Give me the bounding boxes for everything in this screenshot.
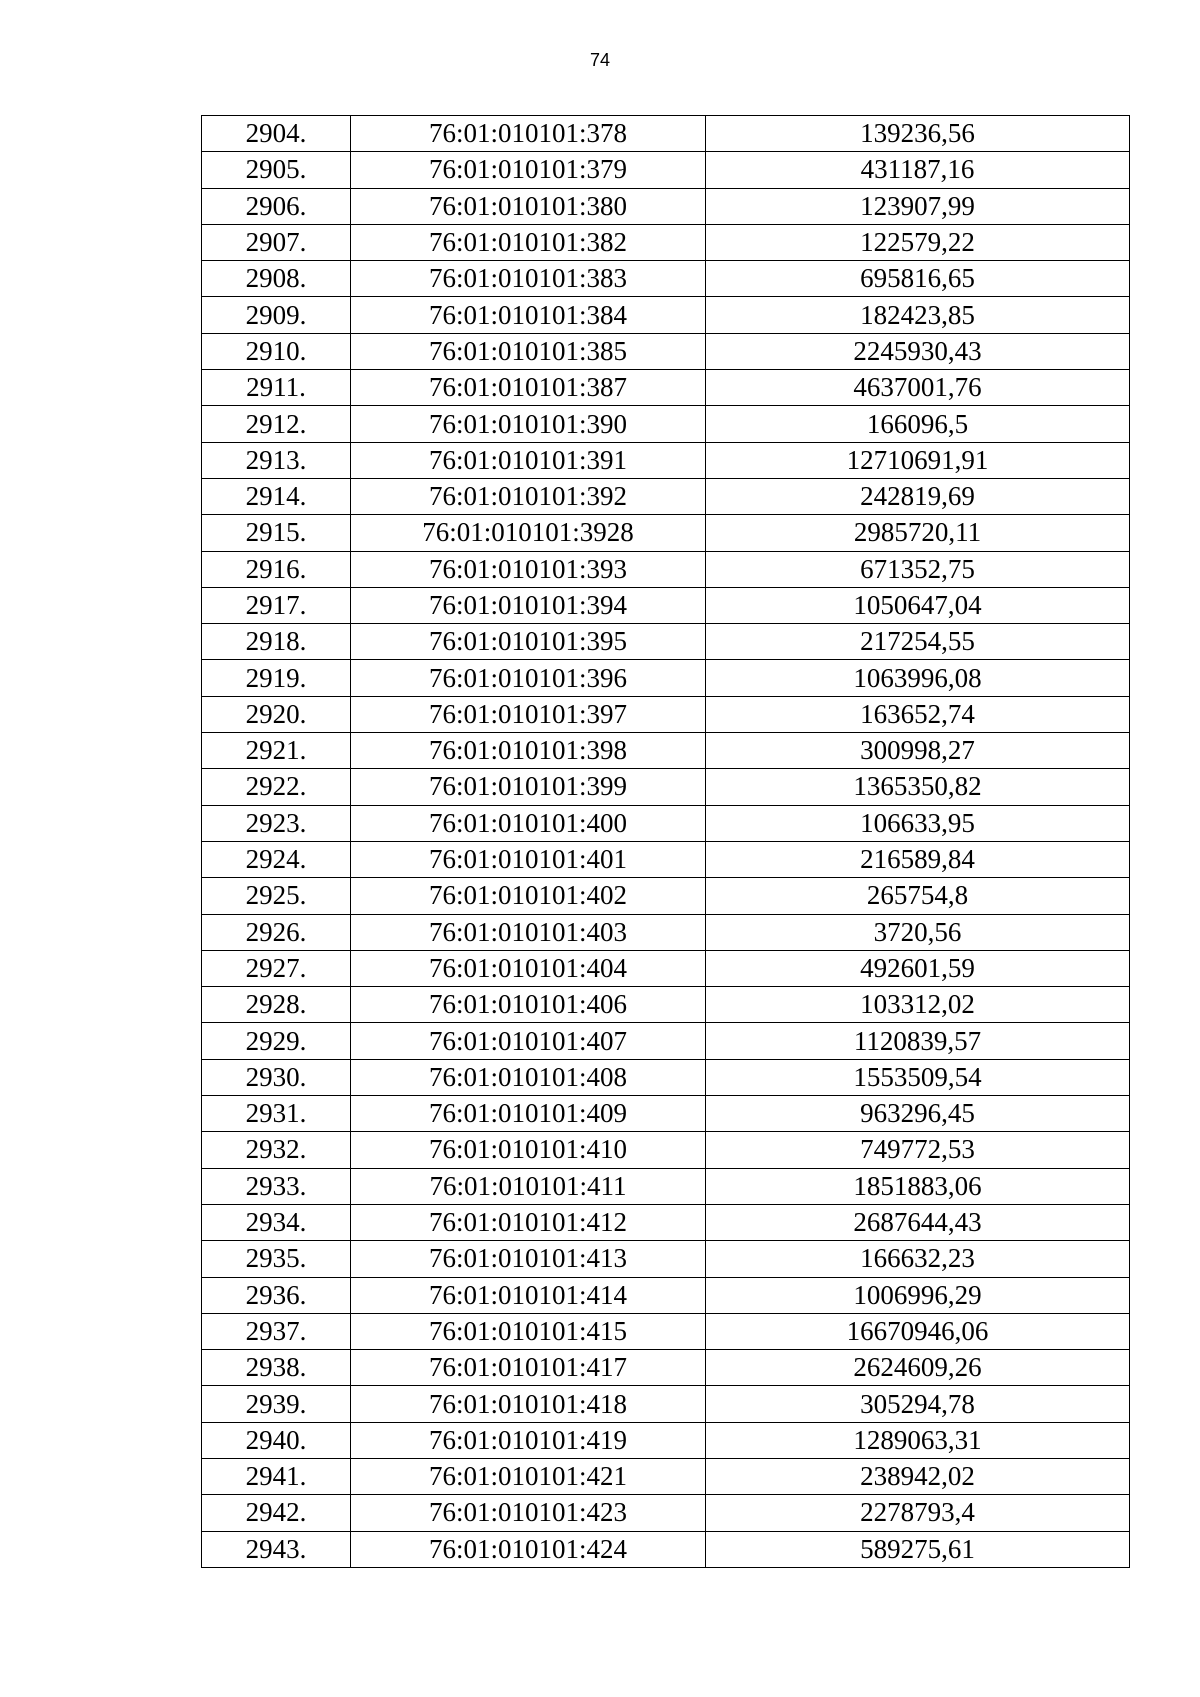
- value-cell: 431187,16: [706, 152, 1130, 188]
- table-row: [202, 733, 1130, 769]
- value-cell: 217254,55: [706, 624, 1130, 660]
- cadastral-number-cell: 76:01:010101:387: [351, 370, 706, 406]
- row-number-cell: 2943.: [202, 1531, 351, 1567]
- cadastral-number-cell: 76:01:010101:385: [351, 333, 706, 369]
- row-number-cell: 2905.: [202, 152, 351, 188]
- row-number-cell: 2925.: [202, 878, 351, 914]
- value-cell: 242819,69: [706, 478, 1130, 514]
- table-row: [202, 1422, 1130, 1458]
- table-row: [202, 224, 1130, 260]
- value-cell: 300998,27: [706, 733, 1130, 769]
- cadastral-number-cell: 76:01:010101:409: [351, 1096, 706, 1132]
- cadastral-number-cell: 76:01:010101:415: [351, 1313, 706, 1349]
- value-cell: 163652,74: [706, 696, 1130, 732]
- row-number-cell: 2942.: [202, 1495, 351, 1531]
- value-cell: 16670946,06: [706, 1313, 1130, 1349]
- row-number-cell: 2914.: [202, 478, 351, 514]
- value-cell: 182423,85: [706, 297, 1130, 333]
- row-number-cell: 2911.: [202, 370, 351, 406]
- row-number-cell: 2927.: [202, 950, 351, 986]
- table-row: [202, 152, 1130, 188]
- table-row: [202, 1241, 1130, 1277]
- value-cell: 589275,61: [706, 1531, 1130, 1567]
- table-row: [202, 1277, 1130, 1313]
- row-number-cell: 2936.: [202, 1277, 351, 1313]
- value-cell: 749772,53: [706, 1132, 1130, 1168]
- row-number-cell: 2912.: [202, 406, 351, 442]
- row-number-cell: 2919.: [202, 660, 351, 696]
- cadastral-number-cell: 76:01:010101:423: [351, 1495, 706, 1531]
- table-row: [202, 1531, 1130, 1567]
- row-number-cell: 2933.: [202, 1168, 351, 1204]
- row-number-cell: 2915.: [202, 515, 351, 551]
- table-row: [202, 1204, 1130, 1240]
- row-number-cell: 2928.: [202, 987, 351, 1023]
- value-cell: 1289063,31: [706, 1422, 1130, 1458]
- table-row: [202, 515, 1130, 551]
- row-number-cell: 2940.: [202, 1422, 351, 1458]
- cadastral-number-cell: 76:01:010101:413: [351, 1241, 706, 1277]
- value-cell: 106633,95: [706, 805, 1130, 841]
- row-number-cell: 2941.: [202, 1458, 351, 1494]
- value-cell: 216589,84: [706, 841, 1130, 877]
- table-row: [202, 551, 1130, 587]
- cadastral-number-cell: 76:01:010101:378: [351, 116, 706, 152]
- cadastral-number-cell: 76:01:010101:3928: [351, 515, 706, 551]
- value-cell: 12710691,91: [706, 442, 1130, 478]
- row-number-cell: 2937.: [202, 1313, 351, 1349]
- value-cell: 963296,45: [706, 1096, 1130, 1132]
- cadastral-number-cell: 76:01:010101:394: [351, 587, 706, 623]
- cadastral-number-cell: 76:01:010101:410: [351, 1132, 706, 1168]
- value-cell: 166096,5: [706, 406, 1130, 442]
- cadastral-number-cell: 76:01:010101:399: [351, 769, 706, 805]
- row-number-cell: 2908.: [202, 261, 351, 297]
- value-cell: 492601,59: [706, 950, 1130, 986]
- value-cell: 4637001,76: [706, 370, 1130, 406]
- row-number-cell: 2922.: [202, 769, 351, 805]
- page-number: 74: [589, 50, 611, 70]
- cadastral-number-cell: 76:01:010101:398: [351, 733, 706, 769]
- cadastral-number-cell: 76:01:010101:403: [351, 914, 706, 950]
- table-row: [202, 1168, 1130, 1204]
- cadastral-number-cell: 76:01:010101:392: [351, 478, 706, 514]
- cadastral-number-cell: 76:01:010101:396: [351, 660, 706, 696]
- row-number-cell: 2906.: [202, 188, 351, 224]
- row-number-cell: 2916.: [202, 551, 351, 587]
- row-number-cell: 2930.: [202, 1059, 351, 1095]
- cadastral-number-cell: 76:01:010101:391: [351, 442, 706, 478]
- cadastral-number-cell: 76:01:010101:419: [351, 1422, 706, 1458]
- value-cell: 265754,8: [706, 878, 1130, 914]
- table-row: [202, 1386, 1130, 1422]
- table-row: [202, 1350, 1130, 1386]
- table-row: [202, 696, 1130, 732]
- value-cell: 1553509,54: [706, 1059, 1130, 1095]
- value-cell: 238942,02: [706, 1458, 1130, 1494]
- row-number-cell: 2923.: [202, 805, 351, 841]
- cadastral-number-cell: 76:01:010101:380: [351, 188, 706, 224]
- row-number-cell: 2935.: [202, 1241, 351, 1277]
- value-cell: 123907,99: [706, 188, 1130, 224]
- table-row: [202, 624, 1130, 660]
- table-row: [202, 1495, 1130, 1531]
- row-number-cell: 2917.: [202, 587, 351, 623]
- row-number-cell: 2904.: [202, 116, 351, 152]
- cadastral-number-cell: 76:01:010101:424: [351, 1531, 706, 1567]
- row-number-cell: 2929.: [202, 1023, 351, 1059]
- value-cell: 1050647,04: [706, 587, 1130, 623]
- cadastral-number-cell: 76:01:010101:418: [351, 1386, 706, 1422]
- cadastral-number-cell: 76:01:010101:404: [351, 950, 706, 986]
- table-row: [202, 442, 1130, 478]
- value-cell: 2245930,43: [706, 333, 1130, 369]
- cadastral-number-cell: 76:01:010101:384: [351, 297, 706, 333]
- value-cell: 1120839,57: [706, 1023, 1130, 1059]
- value-cell: 122579,22: [706, 224, 1130, 260]
- cadastral-number-cell: 76:01:010101:417: [351, 1350, 706, 1386]
- table-row: [202, 878, 1130, 914]
- row-number-cell: 2924.: [202, 841, 351, 877]
- value-cell: 1063996,08: [706, 660, 1130, 696]
- table-row: [202, 841, 1130, 877]
- cadastral-number-cell: 76:01:010101:383: [351, 261, 706, 297]
- table-row: [202, 297, 1130, 333]
- value-cell: 1851883,06: [706, 1168, 1130, 1204]
- cadastral-number-cell: 76:01:010101:395: [351, 624, 706, 660]
- row-number-cell: 2920.: [202, 696, 351, 732]
- value-cell: 305294,78: [706, 1386, 1130, 1422]
- value-cell: 166632,23: [706, 1241, 1130, 1277]
- table-row: [202, 1132, 1130, 1168]
- cadastral-number-cell: 76:01:010101:411: [351, 1168, 706, 1204]
- cadastral-number-cell: 76:01:010101:412: [351, 1204, 706, 1240]
- table-row: [202, 1096, 1130, 1132]
- table-body: [202, 116, 1130, 1568]
- cadastral-number-cell: 76:01:010101:401: [351, 841, 706, 877]
- row-number-cell: 2926.: [202, 914, 351, 950]
- cadastral-number-cell: 76:01:010101:379: [351, 152, 706, 188]
- cadastral-number-cell: 76:01:010101:397: [351, 696, 706, 732]
- table-row: [202, 261, 1130, 297]
- cadastral-number-cell: 76:01:010101:407: [351, 1023, 706, 1059]
- value-cell: 2278793,4: [706, 1495, 1130, 1531]
- value-cell: 103312,02: [706, 987, 1130, 1023]
- table-row: [202, 587, 1130, 623]
- cadastral-number-cell: 76:01:010101:414: [351, 1277, 706, 1313]
- value-cell: 1365350,82: [706, 769, 1130, 805]
- value-cell: 2687644,43: [706, 1204, 1130, 1240]
- table-row: [202, 116, 1130, 152]
- cadastral-number-cell: 76:01:010101:408: [351, 1059, 706, 1095]
- value-cell: 2985720,11: [706, 515, 1130, 551]
- value-cell: 3720,56: [706, 914, 1130, 950]
- row-number-cell: 2907.: [202, 224, 351, 260]
- table-row: [202, 950, 1130, 986]
- value-cell: 2624609,26: [706, 1350, 1130, 1386]
- row-number-cell: 2932.: [202, 1132, 351, 1168]
- table-row: [202, 370, 1130, 406]
- cadastral-number-cell: 76:01:010101:390: [351, 406, 706, 442]
- table-row: [202, 914, 1130, 950]
- row-number-cell: 2931.: [202, 1096, 351, 1132]
- cadastral-number-cell: 76:01:010101:382: [351, 224, 706, 260]
- table-row: [202, 660, 1130, 696]
- value-cell: 139236,56: [706, 116, 1130, 152]
- cadastral-number-cell: 76:01:010101:421: [351, 1458, 706, 1494]
- table-row: [202, 1313, 1130, 1349]
- table-row: [202, 987, 1130, 1023]
- row-number-cell: 2910.: [202, 333, 351, 369]
- row-number-cell: 2913.: [202, 442, 351, 478]
- row-number-cell: 2939.: [202, 1386, 351, 1422]
- table-row: [202, 478, 1130, 514]
- cadastral-number-cell: 76:01:010101:400: [351, 805, 706, 841]
- table-row: [202, 1023, 1130, 1059]
- cadastral-number-cell: 76:01:010101:393: [351, 551, 706, 587]
- row-number-cell: 2918.: [202, 624, 351, 660]
- value-cell: 695816,65: [706, 261, 1130, 297]
- cadastral-value-table: [201, 115, 1130, 1568]
- table-row: [202, 188, 1130, 224]
- table-row: [202, 805, 1130, 841]
- cadastral-number-cell: 76:01:010101:406: [351, 987, 706, 1023]
- table-row: [202, 769, 1130, 805]
- row-number-cell: 2909.: [202, 297, 351, 333]
- table-row: [202, 1059, 1130, 1095]
- row-number-cell: 2921.: [202, 733, 351, 769]
- value-cell: 671352,75: [706, 551, 1130, 587]
- table-row: [202, 1458, 1130, 1494]
- table-row: [202, 406, 1130, 442]
- row-number-cell: 2938.: [202, 1350, 351, 1386]
- row-number-cell: 2934.: [202, 1204, 351, 1240]
- table-row: [202, 333, 1130, 369]
- value-cell: 1006996,29: [706, 1277, 1130, 1313]
- cadastral-number-cell: 76:01:010101:402: [351, 878, 706, 914]
